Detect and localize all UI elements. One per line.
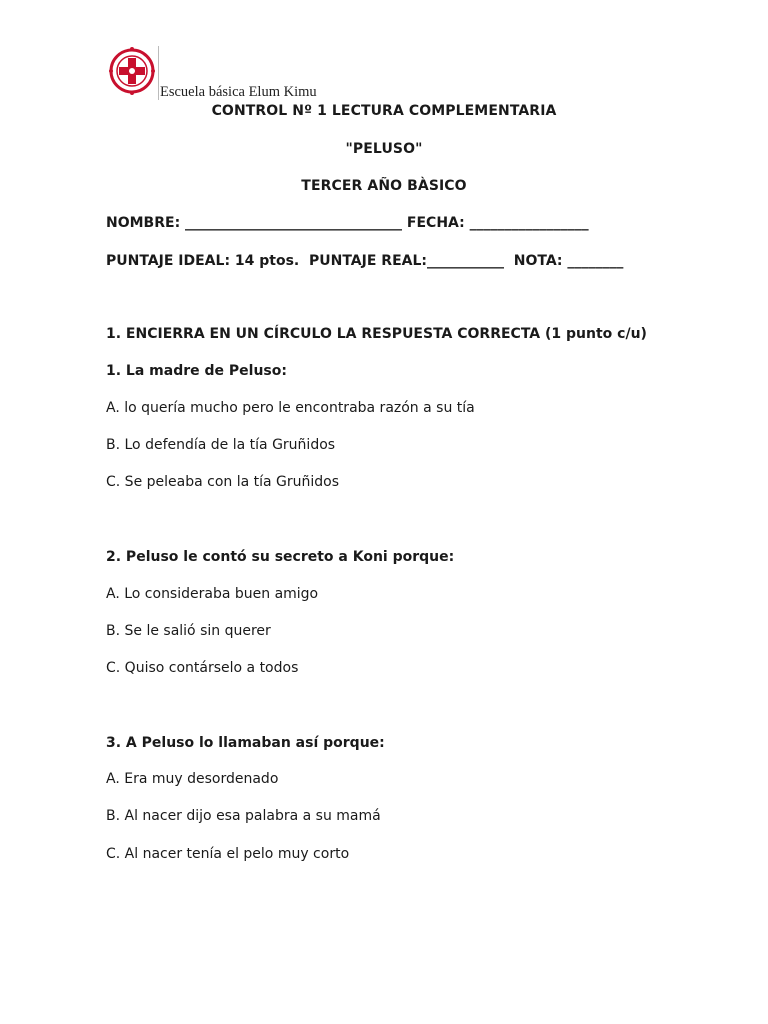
name-date-field: NOMBRE: _______________________________ FECHA: _________________: [106, 215, 589, 231]
question-2: 2. Peluso le contó su secreto a Koni porque:: [106, 549, 455, 565]
grade-level: TERCER AÑO BÀSICO: [301, 178, 467, 194]
question-3-option-b: B. Al nacer dijo esa palabra a su mamá: [106, 808, 381, 824]
question-2-option-b: B. Se le salió sin querer: [106, 623, 271, 639]
question-1-option-c: C. Se peleaba con la tía Gruñidos: [106, 474, 340, 490]
header-divider: [158, 46, 159, 100]
exam-title: CONTROL Nº 1 LECTURA COMPLEMENTARIA: [211, 103, 557, 119]
question-1-option-b: B. Lo defendía de la tía Gruñidos: [106, 437, 336, 453]
question-2-option-a: A. Lo consideraba buen amigo: [106, 586, 319, 602]
school-crest-icon: [108, 44, 158, 100]
question-3: 3. A Peluso lo llamaban así porque:: [106, 735, 385, 751]
section-instruction: 1. ENCIERRA EN UN CÍRCULO LA RESPUESTA CORRECTA (1 punto c/u): [106, 326, 647, 342]
question-3-option-a: A. Era muy desordenado: [106, 771, 279, 787]
question-3-option-c: C. Al nacer tenía el pelo muy corto: [106, 846, 350, 862]
school-name: Escuela básica Elum Kimu: [160, 84, 317, 100]
score-field: PUNTAJE IDEAL: 14 ptos. PUNTAJE REAL:___________ NOTA: ________: [106, 253, 624, 269]
question-2-option-c: C. Quiso contárselo a todos: [106, 660, 299, 676]
question-1: 1. La madre de Peluso:: [106, 363, 287, 379]
question-1-option-a: A. lo quería mucho pero le encontraba razón a su tía: [106, 400, 475, 416]
book-title: "PELUSO": [345, 141, 423, 157]
